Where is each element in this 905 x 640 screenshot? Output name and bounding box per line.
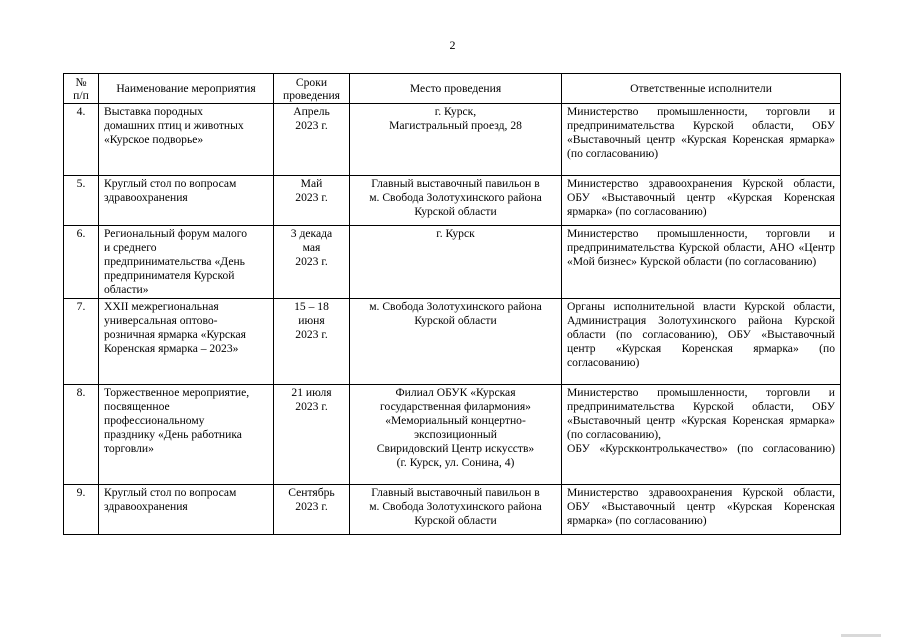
event-name: Региональный форум малого и среднего предпринимательства «День предпринимателя Курской области» <box>99 226 274 299</box>
event-name: XXII межрегиональная универсальная оптово- розничная ярмарка «Курская Коренская ярмарка – 2023» <box>99 299 274 385</box>
event-name: Круглый стол по вопросам здравоохранения <box>99 485 274 535</box>
responsible-extra: ОБУ «Курскконтролькачество» (по согласованию) <box>567 442 835 455</box>
event-name: Выставка породных домашних птиц и животных «Курское подворье» <box>99 104 274 176</box>
scan-mark <box>841 634 881 637</box>
event-responsible: Министерство здравоохранения Курской области, ОБУ «Выставочный центр «Курская Коренская ярмарка» (по согласованию) <box>562 485 841 535</box>
header-place: Место проведения <box>350 74 562 104</box>
header-num: № п/п <box>64 74 99 104</box>
event-place: м. Свобода Золотухинского района Курской области <box>350 299 562 385</box>
page-number: 2 <box>449 38 456 52</box>
event-date: 21 июля 2023 г. <box>274 385 350 485</box>
event-place: Главный выставочный павильон в м. Свобода Золотухинского района Курской области <box>350 176 562 226</box>
header-date: Сроки проведения <box>274 74 350 104</box>
header-responsible: Ответственные исполнители <box>562 74 841 104</box>
event-date: Май 2023 г. <box>274 176 350 226</box>
row-number: 6. <box>64 226 99 299</box>
event-date: 3 декада мая 2023 г. <box>274 226 350 299</box>
table-row <box>64 485 841 535</box>
event-date: 15 – 18 июня 2023 г. <box>274 299 350 385</box>
row-number: 4. <box>64 104 99 176</box>
event-place: г. Курск <box>350 226 562 299</box>
row-number: 9. <box>64 485 99 535</box>
event-name: Круглый стол по вопросам здравоохранения <box>99 176 274 226</box>
event-place: Филиал ОБУК «Курская государственная филармония» «Мемориальный концертно- экспозиционный Свиридовский Центр искусств» (г. Курск, ул. Сонина, 4) <box>350 385 562 485</box>
table-row <box>64 176 841 226</box>
event-place: г. Курск, Магистральный проезд, 28 <box>350 104 562 176</box>
table-header-row <box>64 74 841 104</box>
event-name: Торжественное мероприятие, посвященное профессиональному празднику «День работника торговли» <box>99 385 274 485</box>
row-number: 7. <box>64 299 99 385</box>
event-responsible: Министерство промышленности, торговли и предпринимательства Курской области, ОБУ «Выставочный центр «Курская Коренская ярмарка» (по согласованию) <box>562 104 841 176</box>
event-responsible: Министерство промышленности, торговли и предпринимательства Курской области, АНО «Центр «Мой бизнес» Курской области (по согласованию) <box>562 226 841 299</box>
event-date: Апрель 2023 г. <box>274 104 350 176</box>
header-name: Наименование мероприятия <box>99 74 274 104</box>
event-responsible <box>562 385 841 485</box>
table-row <box>64 385 841 485</box>
event-responsible: Органы исполнительной власти Курской области, Администрация Золотухинского района Курской области (по согласованию), ОБУ «Выставочный центр «Курская Коренская ярмарка» (по согласованию) <box>562 299 841 385</box>
event-place: Главный выставочный павильон в м. Свобода Золотухинского района Курской области <box>350 485 562 535</box>
table-row <box>64 226 841 299</box>
responsible-main: Министерство промышленности, торговли и предпринимательства Курской области, ОБУ «Выставочный центр «Курская Коренская ярмарка» (по согласованию), <box>567 386 835 441</box>
table-row <box>64 104 841 176</box>
event-responsible: Министерство здравоохранения Курской области, ОБУ «Выставочный центр «Курская Коренская ярмарка» (по согласованию) <box>562 176 841 226</box>
events-table <box>63 73 841 535</box>
row-number: 8. <box>64 385 99 485</box>
row-number: 5. <box>64 176 99 226</box>
event-date: Сентябрь 2023 г. <box>274 485 350 535</box>
table-row <box>64 299 841 385</box>
